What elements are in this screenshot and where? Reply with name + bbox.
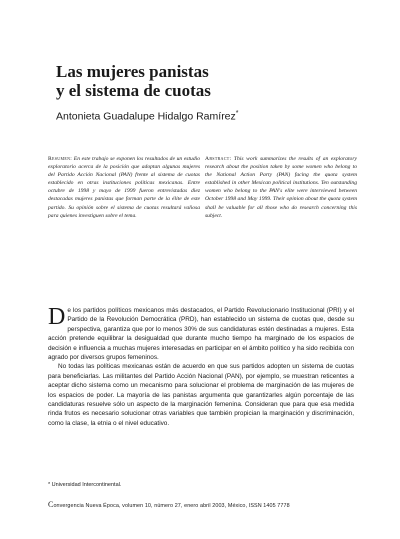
journal-footer [48, 500, 358, 509]
title-line-2: y el sistema de cuotas [56, 81, 211, 100]
article-title [56, 62, 356, 100]
author-line [56, 110, 356, 123]
abstract-en-heading: Abstract: [205, 156, 232, 162]
abstract-spanish [48, 155, 200, 220]
footnote: * Universidad Intercontinental. [48, 482, 122, 488]
abstract-es-heading: Resumen: [48, 156, 73, 162]
journal-citation: onvergencia Nueva Época, volumen 10, número 27, enero abril 2003, México, ISSN 1405 7778 [53, 503, 290, 509]
title-line-1: Las mujeres panistas [56, 62, 209, 81]
abstract-es-text: En este trabajo se exponen los resultados de un estudio exploratorio acerca de la posición que adoptan algunas mujeres del Partido Acción Nacional (PAN) frente al sistema de cuotas establecido en otras instituciones políticas mexicanas. Entre octubre de 1998 y mayo de 1999 fueron entrevistadas diez destacadas mujeres panistas que forman parte de la élite de este partido. Su opinión sobre el sistema de cuotas resultará valiosa para quienes investiguen sobre el tema. [48, 156, 200, 219]
body-paragraph-1-text: e los partidos políticos mexicanos más destacados, el Partido Revolucionario Institucional (PRI) y el Partido de la Revolución Democrática (PRD), han establecido un sistema de cuotas que, desde su perspectiva, garantiza que por lo menos 30% de sus candidaturas estén destinadas a mujeres. Esta acción pretende equilibrar la desigualdad que durante mucho tiempo ha marginado de los espacios de decisión e influencia a muchas mujeres interesadas en participar en el ámbito político y ha sido recibida con agrado por diversos grupos femeninos. [48, 307, 354, 362]
drop-cap: D [48, 304, 66, 330]
article-body [48, 306, 354, 428]
journal-logo-initial: C [48, 500, 54, 509]
body-paragraph-2: No todas las políticas mexicanas están de acuerdo en que sus partidos adopten un sistema de cuotas para beneficiarlas. Las militantes del Partido Acción Nacional (PAN), por ejemplo, se muestran reticentes a aceptar dicho sistema como un mecanismo para solucionar el problema de marginación de las mujeres de los espacios de poder. La mayoría de las panistas argumenta que garantizarles algún porcentaje de las candidaturas resuelve sólo un aspecto de la marginación femenina. Consideran que para que esa medida rinda frutos es necesario solucionar otras variables que también propician la marginación y discriminación, como la clase, la etnia o el nivel educativo. [48, 363, 354, 427]
author-name: Antonieta Guadalupe Hidalgo Ramírez [56, 110, 236, 123]
abstract-en-text: This work summarizes the results of an exploratory research about the position taken by some women who belong to the National Action Party (PAN) facing the quota system established in other Mexican political institutions. Ten outstanding women who belong to the PAN's elite were interviewed between October 1998 and May 1999. Their opinion about the quota system shall be valuable for all those who do research concerning this subject. [205, 156, 357, 219]
author-footnote-mark: * [235, 110, 239, 117]
body-paragraph-1 [48, 306, 354, 362]
abstract-english [205, 155, 357, 220]
